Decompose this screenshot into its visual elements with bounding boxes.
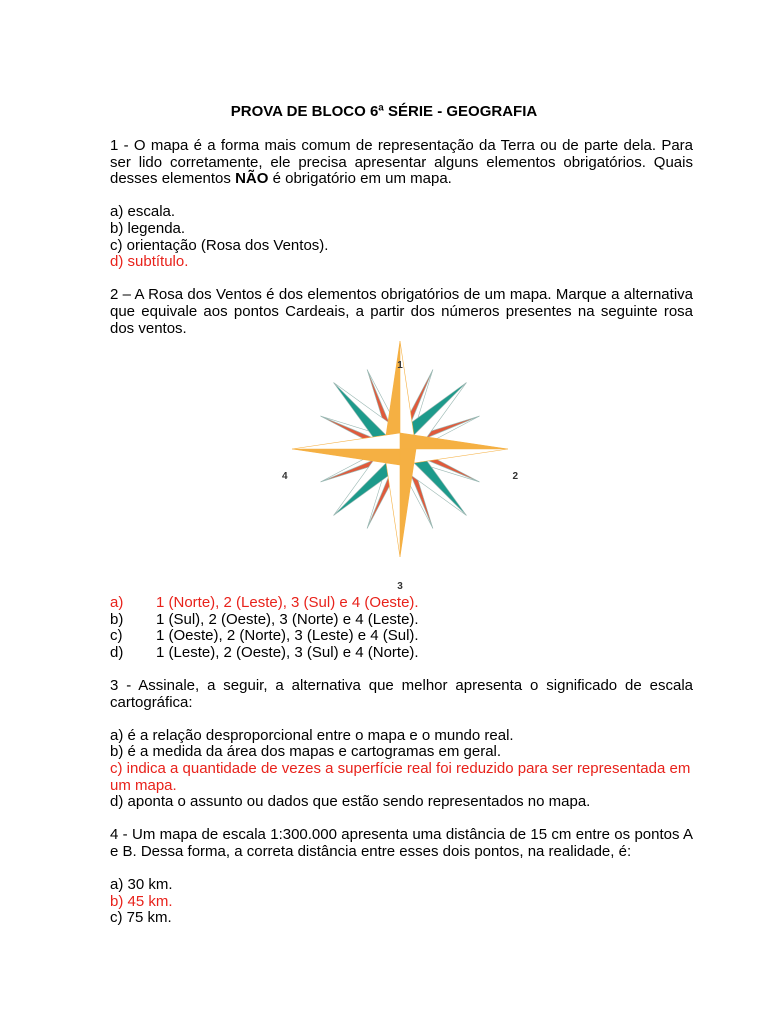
question-2-option-b xyxy=(110,612,693,629)
rose-cardinal-point-0-right xyxy=(400,341,416,449)
rose-cardinal-point-1-left xyxy=(400,433,508,449)
option-key: a) xyxy=(110,594,124,612)
question-1-stem xyxy=(110,138,693,188)
document-body xyxy=(110,138,693,927)
question-2-option-d xyxy=(110,645,693,662)
question-3-option-d: d) aponta o assunto ou dados que estão sendo representados no mapa. xyxy=(110,793,591,811)
question-1-option-d-correct: d) subtítulo. xyxy=(110,253,189,271)
question-1-option-b: b) legenda. xyxy=(110,219,186,237)
rose-cardinal-point-3-left xyxy=(292,449,400,465)
rose-cardinal-point-2-left xyxy=(400,449,416,557)
rose-label-bottom: 3 xyxy=(397,581,403,593)
question-1-option-a: a) escala. xyxy=(110,203,176,221)
question-3-option-a: a) é a relação desproporcional entre o mapa e o mundo real. xyxy=(110,726,514,744)
question-2-stem: 2 – A Rosa dos Ventos é dos elementos obrigatórios de um mapa. Marque a alternativa que equivale aos pontos Cardeais, a partir dos números presentes na seguinte rosa dos ventos. xyxy=(110,286,693,337)
page-title: PROVA DE BLOCO 6ª SÉRIE - GEOGRAFIA xyxy=(230,103,538,120)
rose-label-top: 1 xyxy=(397,360,403,372)
rose-cardinal-point-0-left xyxy=(384,341,400,449)
option-text: 1 (Leste), 2 (Oeste), 3 (Sul) e 4 (Norte). xyxy=(156,643,419,661)
question-1-stem-bold: NÃO xyxy=(235,170,269,188)
rose-cardinal-point-2-right xyxy=(384,449,400,557)
question-4-option-b-correct: b) 45 km. xyxy=(110,892,173,910)
question-1-option-c: c) orientação (Rosa dos Ventos). xyxy=(110,236,329,254)
question-3-option-c-correct: c) indica a quantidade de vezes a superfície real foi reduzido para ser representada em um mapa. xyxy=(110,760,691,794)
question-3-option-b: b) é a medida da área dos mapas e cartogramas em geral. xyxy=(110,743,502,761)
question-3-stem: 3 - Assinale, a seguir, a alternativa que melhor apresenta o significado de escala cartográfica: xyxy=(110,677,693,711)
question-2-option-a-correct xyxy=(110,595,693,612)
option-text: 1 (Sul), 2 (Oeste), 3 (Norte) e 4 (Leste). xyxy=(156,610,419,628)
question-2-option-c xyxy=(110,628,693,645)
question-4-stem: 4 - Um mapa de escala 1:300.000 apresenta uma distância de 15 cm entre os pontos A e B. Dessa forma, a correta distância entre esses dois pontos, na realidade, é: xyxy=(110,826,693,861)
option-text: 1 (Oeste), 2 (Norte), 3 (Leste) e 4 (Sul). xyxy=(156,627,419,645)
rose-cardinal-point-1-right xyxy=(400,449,508,465)
option-key: c) xyxy=(110,627,123,645)
rose-label-left: 4 xyxy=(282,471,288,483)
rose-label-right: 2 xyxy=(512,471,518,483)
question-1-stem-end: é obrigatório em um mapa. xyxy=(268,170,452,188)
option-key: d) xyxy=(110,643,124,661)
option-text: 1 (Norte), 2 (Leste), 3 (Sul) e 4 (Oeste). xyxy=(156,594,419,612)
rose-cardinal-point-3-right xyxy=(292,433,400,449)
question-4-option-c: c) 75 km. xyxy=(110,909,172,927)
compass-rose-icon xyxy=(278,337,518,595)
question-4-option-a: a) 30 km. xyxy=(110,876,173,894)
question-1-stem-text: 1 - O mapa é a forma mais comum de representação da Terra ou de parte dela. Para ser lido corretamente, ele precisa apresentar alguns elementos obrigatórios. Quais desses elementos xyxy=(110,137,693,188)
option-key: b) xyxy=(110,610,124,628)
compass-rose-figure xyxy=(110,337,693,595)
